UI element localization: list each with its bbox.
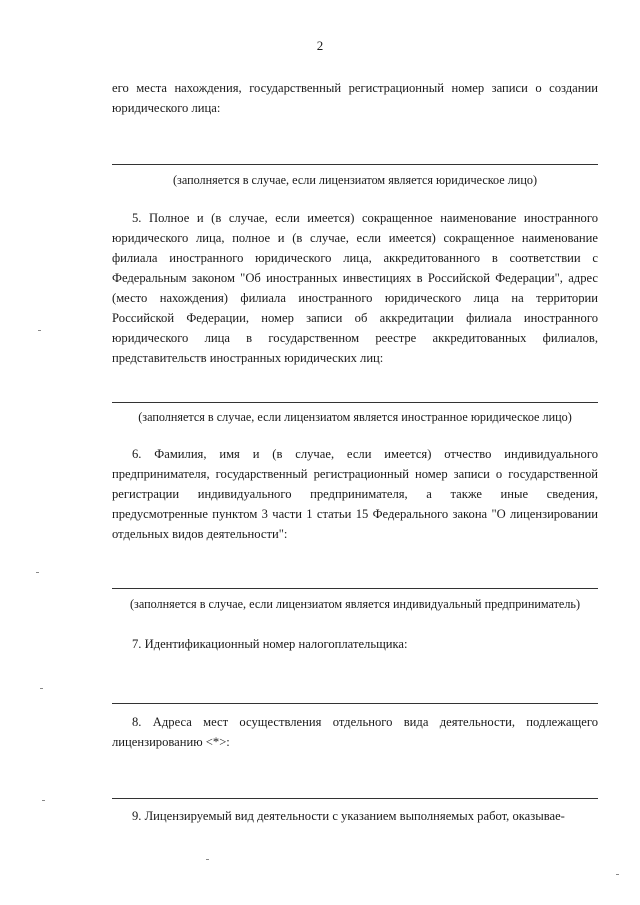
section-6-text: 6. Фамилия, имя и (в случае, если имеется) отчество индивидуального предпринимателя, государственный регистрационный номер записи о государственной регистрации индивидуального предпринимателя, а также иные сведения, предусмотренные пунктом 3 части 1 статьи 15 Федерального закона "О лицензировании отдельных видов деятельности": (112, 447, 598, 541)
page-number: 2 (316, 38, 324, 53)
scan-speck (40, 688, 43, 689)
fill-line-section-4 (112, 164, 598, 165)
scan-speck (36, 572, 39, 573)
section-9-text: 9. Лицензируемый вид деятельности с указанием выполняемых работ, оказывае- (132, 809, 565, 823)
scan-speck (206, 859, 209, 860)
section-7-text: 7. Идентификационный номер налогоплательщика: (132, 637, 408, 651)
fill-line-section-7 (112, 703, 598, 704)
scan-speck (38, 330, 41, 331)
section-6-note: (заполняется в случае, если лицензиатом является индивидуальный предприниматель) (129, 597, 581, 611)
section-4-text: его места нахождения, государственный регистрационный номер записи о создании юридического лица: (112, 81, 598, 115)
scan-speck (616, 874, 619, 875)
fill-line-section-8 (112, 798, 598, 799)
section-4-note: (заполняется в случае, если лицензиатом является юридическое лицо) (172, 173, 538, 187)
fill-line-section-6 (112, 588, 598, 589)
section-5-note: (заполняется в случае, если лицензиатом является иностранное юридическое лицо) (138, 410, 572, 424)
fill-line-section-5 (112, 402, 598, 403)
section-8-text: 8. Адреса мест осуществления отдельного вида деятельности, подлежащего лицензированию <*>: (112, 715, 598, 749)
section-5-text: 5. Полное и (в случае, если имеется) сокращенное наименование иностранного юридического лица, полное и (в случае, если имеется) сокращенное наименование филиала иностранного юридического лица, аккредитованного в соответствии с Федеральным законом "Об иностранных инвестициях в Российской Федерации", адрес (место нахождения) филиала иностранного юридического лица на территории Российской Федерации, номер записи об аккредитации филиала иностранного юридического лица в государственном реестре аккредитованных филиалов, представительств иностранных юридических лиц: (112, 211, 598, 365)
scan-speck (42, 800, 45, 801)
